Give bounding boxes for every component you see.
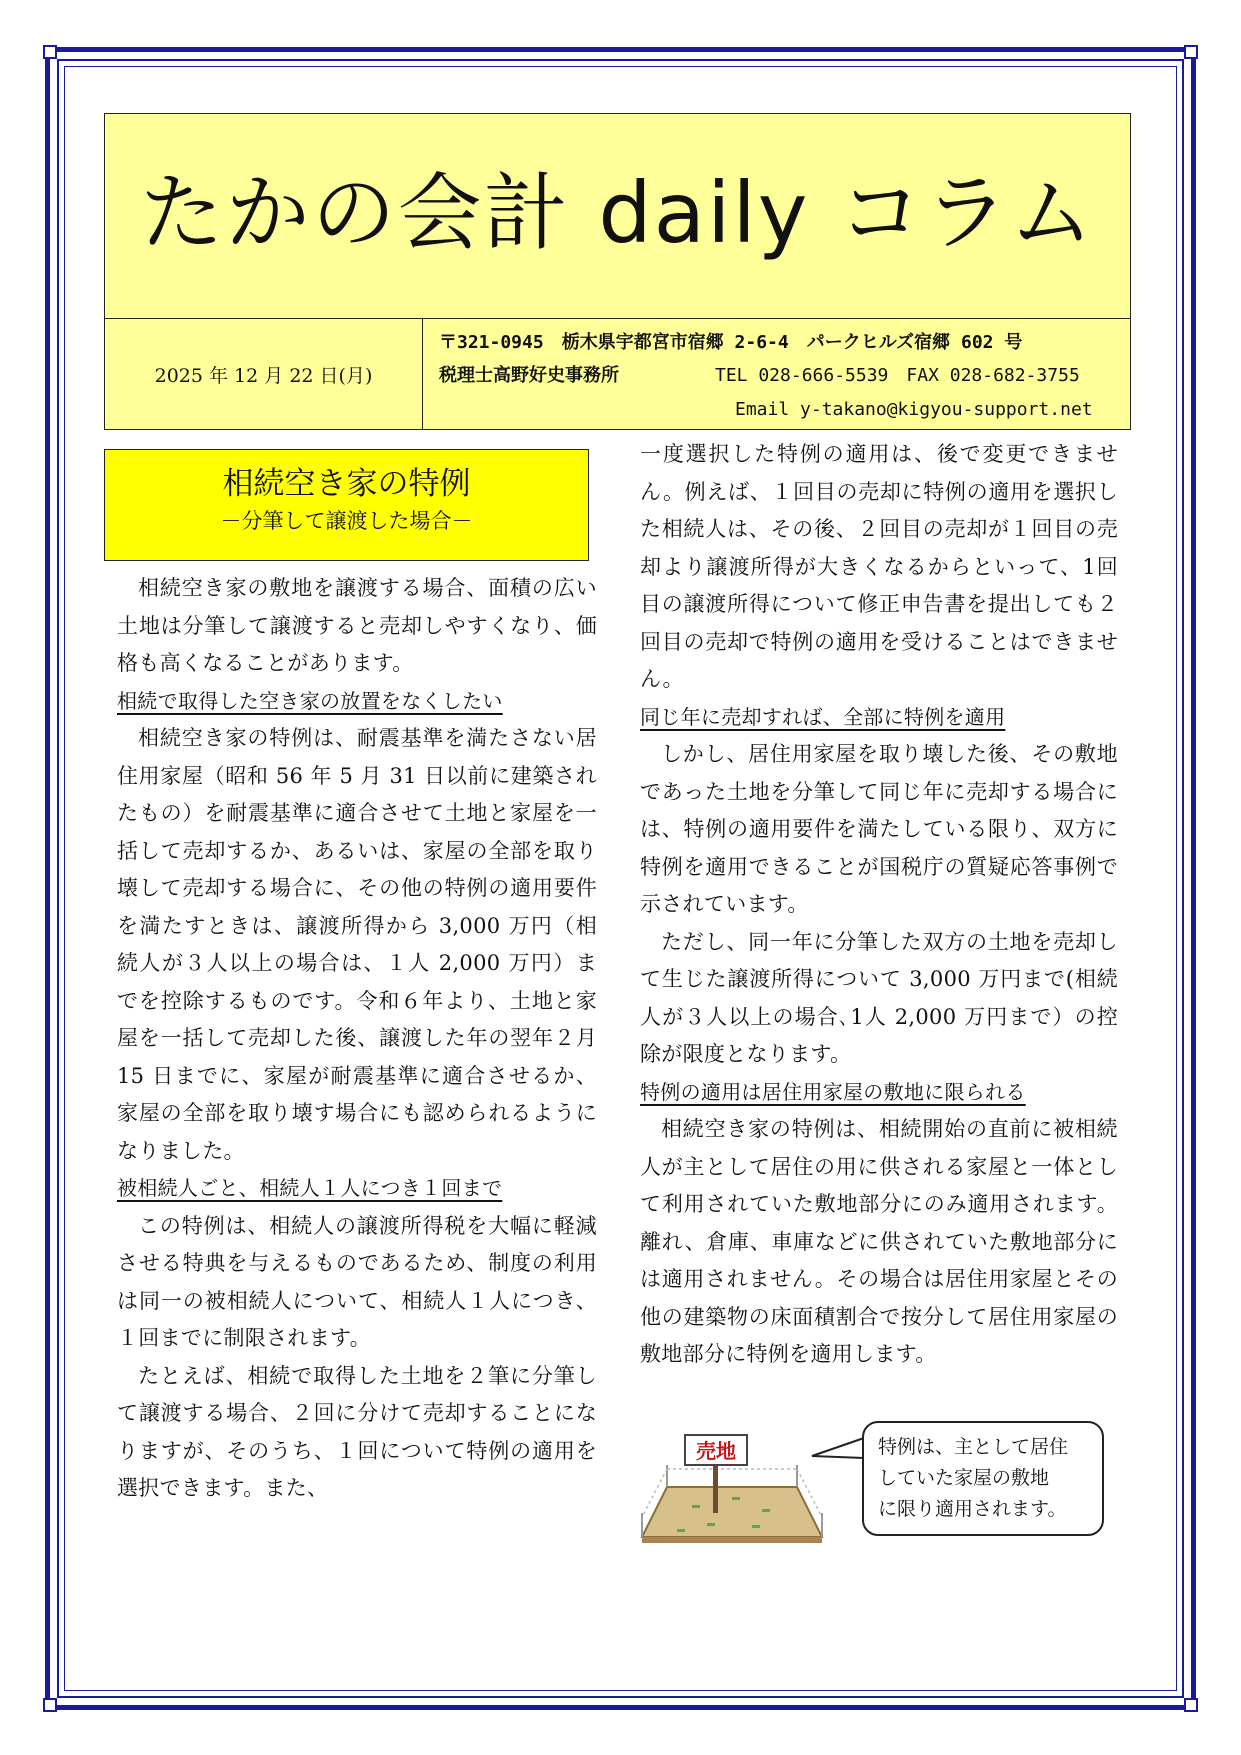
- section-heading: 特例の適用は居住用家屋の敷地に限られる: [640, 1079, 1026, 1104]
- paragraph: この特例は、相続人の譲渡所得税を大幅に軽減させる特典を与えるものであるため、制度の利用は同一の被相続人について、相続人１人につき、１回までに制限されます。: [117, 1213, 597, 1350]
- masthead-title-row: [105, 114, 1130, 319]
- office-address: 〒321-0945 栃木県宇都宮市宿郷 2-6-4 パークヒルズ宿郷 602 号: [439, 332, 1023, 353]
- paragraph: ただし、同一年に分筆した双方の土地を売却して生じた譲渡所得について 3,000 万円まで(相続人が３人以上の場合､1人 2,000 万円まで）の控除が限度となります。: [640, 929, 1118, 1066]
- section-heading: 同じ年に売却すれば、全部に特例を適用: [640, 704, 1006, 729]
- bubble-line: 特例は、主として居住: [878, 1436, 1069, 1458]
- sale-sign-text: 売地: [696, 1439, 736, 1463]
- office-contact: [423, 319, 1130, 429]
- article-headline-box: [104, 449, 589, 561]
- frame-corner-ornament: [1184, 1698, 1198, 1712]
- office-email[interactable]: Email y-takano@kigyou-support.net: [735, 399, 1093, 420]
- article-column-right: [640, 436, 1118, 1374]
- issue-date: 2025 年 12 月 22 日(月): [105, 319, 423, 429]
- frame-corner-ornament: [43, 45, 57, 59]
- section-heading: 相続で取得した空き家の放置をなくしたい: [117, 688, 503, 713]
- paragraph: 相続空き家の特例は、相続開始の直前に被相続人が主として居住の用に供される家屋と一体として利用されていた敷地部分にのみ適用されます。離れ、倉庫、車庫などに供されていた敷地部分には適用されません。その場合は居住用家屋とその他の建築物の床面積割合で按分して居住用家屋の敷地部分に特例を適用します。: [640, 1117, 1118, 1366]
- paragraph: たとえば、相続で取得した土地を２筆に分筆して譲渡する場合、２回に分けて売却することになりますが、そのうち、１回について特例の適用を選択できます。また、: [117, 1363, 597, 1500]
- newsletter-title: たかの会計 daily コラム: [139, 164, 1096, 262]
- article-title: 相続空き家の特例: [222, 466, 471, 502]
- article-subtitle: －分筆して譲渡した場合－: [220, 509, 473, 533]
- speech-bubble: [862, 1421, 1104, 1536]
- office-phone-fax: TEL 028-666-5539 FAX 028-682-3755: [715, 365, 1080, 386]
- paragraph: 相続空き家の敷地を譲渡する場合、面積の広い土地は分筆して譲渡すると売却しやすくなり、価格も高くなることがあります。: [117, 576, 597, 675]
- office-name: 税理士高野好史事務所: [439, 365, 619, 386]
- paragraph: しかし、居住用家屋を取り壊した後、その敷地であった土地を分筆して同じ年に売却する場合には、特例の適用要件を満たしている限り、双方に特例を適用できることが国税庁の質疑応答事例で示されています。: [640, 742, 1118, 916]
- bubble-line: していた家屋の敷地: [878, 1467, 1050, 1489]
- paragraph: 一度選択した特例の適用は、後で変更できません。例えば、１回目の売却に特例の適用を選択した相続人は、その後、２回目の売却が１回目の売却より譲渡所得が大きくなるからといって、1回目の譲渡所得について修正申告書を提出しても２回目の売却で特例の適用を受けることはできません。: [640, 442, 1118, 691]
- bubble-line: に限り適用されます。: [878, 1498, 1067, 1520]
- masthead: [104, 113, 1131, 430]
- frame-corner-ornament: [43, 1698, 57, 1712]
- section-heading: 被相続人ごと、相続人１人につき１回まで: [117, 1176, 503, 1200]
- speech-bubble-tail: [808, 1426, 868, 1486]
- article-column-left: [117, 570, 597, 1508]
- land-for-sale-icon: [637, 1425, 827, 1545]
- frame-corner-ornament: [1184, 45, 1198, 59]
- paragraph: 相続空き家の特例は、耐震基準を満たさない居住用家屋（昭和 56 年 5 月 31 日以前に建築されたもの）を耐震基準に適合させて土地と家屋を一括して売却するか、あるいは、家屋の全部を取り壊して売却する場合に、その他の特例の適用要件を満たすときは、譲渡所得から 3,000 万円（相続人が３人以上の場合は、１人 2,000 万円）までを控除するものです。令和６年より、土地と家屋を一括して売却した後、譲渡した年の翌年２月 15 日までに、家屋が耐震基準に適合させるか、家屋の全部を取り壊す場合にも認められるようになりました。: [117, 726, 597, 1163]
